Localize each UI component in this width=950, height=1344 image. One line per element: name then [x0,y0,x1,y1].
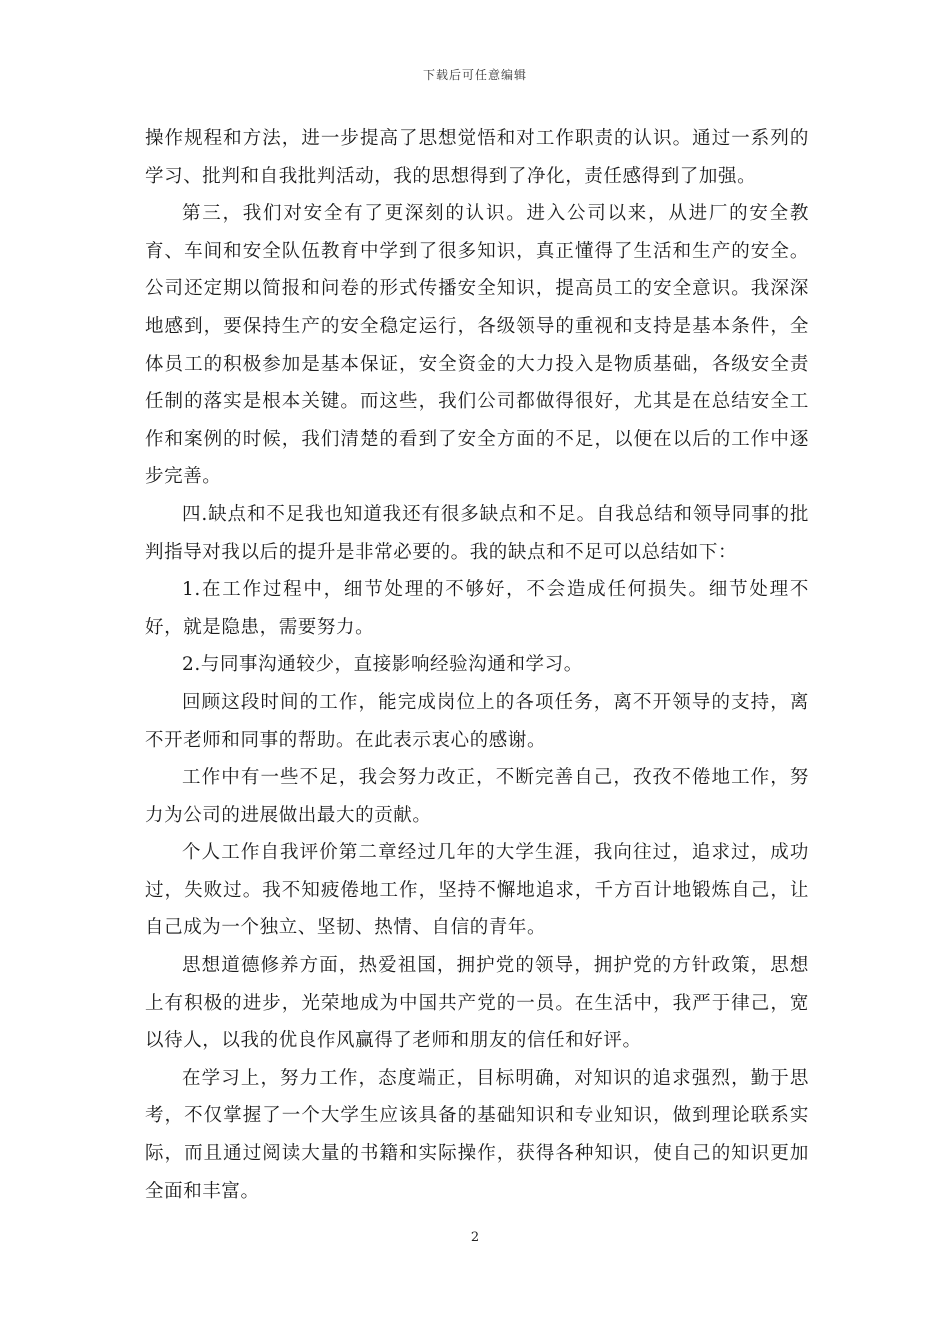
paragraph: 四.缺点和不足我也知道我还有很多缺点和不足。自我总结和领导同事的批判指导对我以后的提升是非常必要的。我的缺点和不足可以总结如下： [145,503,809,563]
paragraph: 第三，我们对安全有了更深刻的认识。进入公司以来，从进厂的安全教育、车间和安全队伍教育中学到了很多知识，真正懂得了生活和生产的安全。公司还定期以简报和问卷的形式传播安全知识，提高员工的安全意识。我深深地感到，要保持生产的安全稳定运行，各级领导的重视和支持是基本条件，全体员工的积极参加是基本保证，安全资金的大力投入是物质基础，各级安全责任制的落实是根本关键。而这些，我们公司都做得很好，尤其是在总结安全工作和案例的时候，我们清楚的看到了安全方面的不足，以便在以后的工作中逐步完善。 [145,203,809,488]
paragraph: 思想道德修养方面，热爱祖国，拥护党的领导，拥护党的方针政策，思想上有积极的进步，光荣地成为中国共产党的一员。在生活中，我严于律己，宽以待人，以我的优良作风赢得了老师和朋友的信任和好评。 [145,955,809,1052]
paragraph: 2.与同事沟通较少，直接影响经验沟通和学习。 [182,654,583,676]
page-number: 2 [470,1230,480,1245]
paragraph: 1.在工作过程中，细节处理的不够好，不会造成任何损失。细节处理不好，就是隐患，需要努力。 [145,579,809,638]
paragraph: 个人工作自我评价第二章经过几年的大学生涯，我向往过，追求过，成功过，失败过。我不知疲倦地工作，坚持不懈地追求，千方百计地锻炼自己，让自己成为一个独立、坚韧、热情、自信的青年。 [145,842,809,939]
paragraph: 工作中有一些不足，我会努力改正，不断完善自己，孜孜不倦地工作，努力为公司的进展做出最大的贡献。 [145,767,809,826]
paragraph: 在学习上，努力工作，态度端正，目标明确，对知识的追求强烈，勤于思考，不仅掌握了一个大学生应该具备的基础知识和专业知识，做到理论联系实际，而且通过阅读大量的书籍和实际操作，获得各种知识，使自己的知识更加全面和丰富。 [145,1067,809,1202]
document-body [145,120,809,1210]
page-header: 下载后可任意编辑 [422,68,527,82]
paragraph: 操作规程和方法，进一步提高了思想觉悟和对工作职责的认识。通过一系列的学习、批判和自我批判活动，我的思想得到了净化，责任感得到了加强。 [145,128,809,187]
paragraph: 回顾这段时间的工作，能完成岗位上的各项任务，离不开领导的支持，离不开老师和同事的帮助。在此表示衷心的感谢。 [145,691,809,751]
